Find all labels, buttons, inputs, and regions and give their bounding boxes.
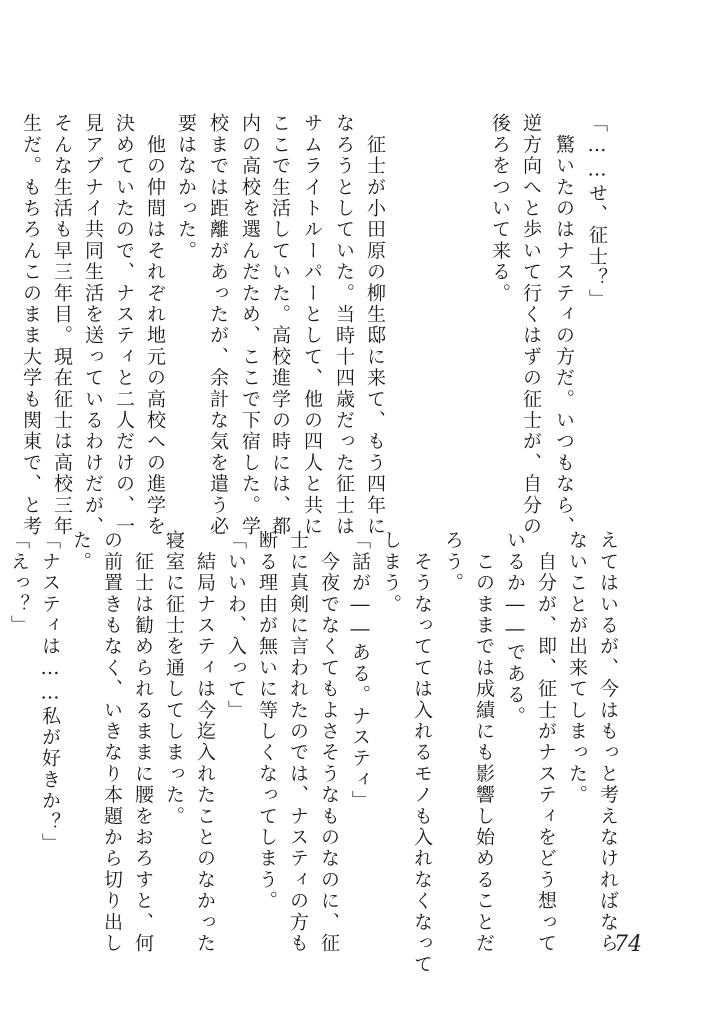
text-column: 征士は勧められるままに腰をおろすと、何 — [132, 530, 154, 954]
text-column: 結局ナスティは今迄入れたことのなかった — [194, 530, 216, 954]
text-column: ないことが出来てしまった。 — [566, 530, 588, 806]
text-column: 寝室に征士を通してしまった。 — [163, 530, 185, 827]
text-column: 征士が小田原の柳生邸に来て、もう四年に — [364, 113, 386, 537]
text-column: 逆方向へと歩いて行くはずの征士が、自分の — [520, 113, 542, 537]
text-column: ろう。 — [442, 530, 464, 594]
text-column: 士に真剣に言われたのでは、ナスティの方も — [287, 530, 309, 954]
text-column: ここで生活していた。高校進学の時には、都 — [269, 113, 291, 537]
text-column: このままでは成績にも影響し始めることだ — [473, 530, 495, 954]
text-column: しまう。 — [380, 530, 402, 615]
text-column: 校までは距離があったが、余計な気を遣う必 — [207, 113, 229, 537]
text-column: 「……せ、征士？」 — [586, 113, 608, 310]
text-column: 他の仲間はそれぞれ地元の高校への進学を — [144, 113, 166, 537]
text-column: いるか――である。 — [504, 530, 526, 727]
text-column: の前置きもなく、いきなり本題から切り出し — [101, 530, 123, 954]
text-column: 「いいわ、入って」 — [225, 530, 247, 721]
text-column: 見アブナイ共同生活を送っているわけだが、 — [82, 113, 104, 537]
text-column: 断る理由が無いに等しくなってしまう。 — [256, 530, 278, 912]
text-column: 生だ。もちろんこのまま大学も関東で、と考 — [20, 113, 42, 537]
text-column: 決めていたので、ナスティと二人だけの、一 — [113, 113, 135, 537]
text-column: そんな生活も早三年目。現在征士は高校三年 — [51, 113, 73, 537]
text-column: なろうとしていた。当時十四歳だった征士は — [333, 113, 355, 537]
text-column: 要はなかった。 — [175, 113, 197, 262]
text-column: 「えっ？」 — [8, 530, 30, 636]
text-column: た。 — [70, 530, 92, 573]
text-column: 「ナスティは……私が好きか？」 — [39, 530, 61, 854]
text-column: 驚いたのはナスティの方だ。いつもなら、 — [553, 113, 575, 537]
text-column: サムライトルーパーとして、他の四人と共に — [301, 113, 323, 537]
text-column: 後ろをついて来る。 — [489, 113, 511, 304]
text-column: 「話が――ある。ナスティ」 — [349, 530, 371, 812]
text-column: 今夜でなくてもよさそうなものなのに、征 — [318, 530, 340, 954]
text-column: そうなってては入れるモノも入れなくなって — [411, 530, 433, 976]
text-column: えてはいるが、今はもっと考えなければなら — [597, 530, 619, 954]
page-number: 74 — [614, 932, 642, 957]
text-column: 内の高校を選んだため、ここで下宿した。学 — [239, 113, 261, 537]
text-column: 自分が、即、征士がナスティをどう想って — [535, 530, 557, 954]
